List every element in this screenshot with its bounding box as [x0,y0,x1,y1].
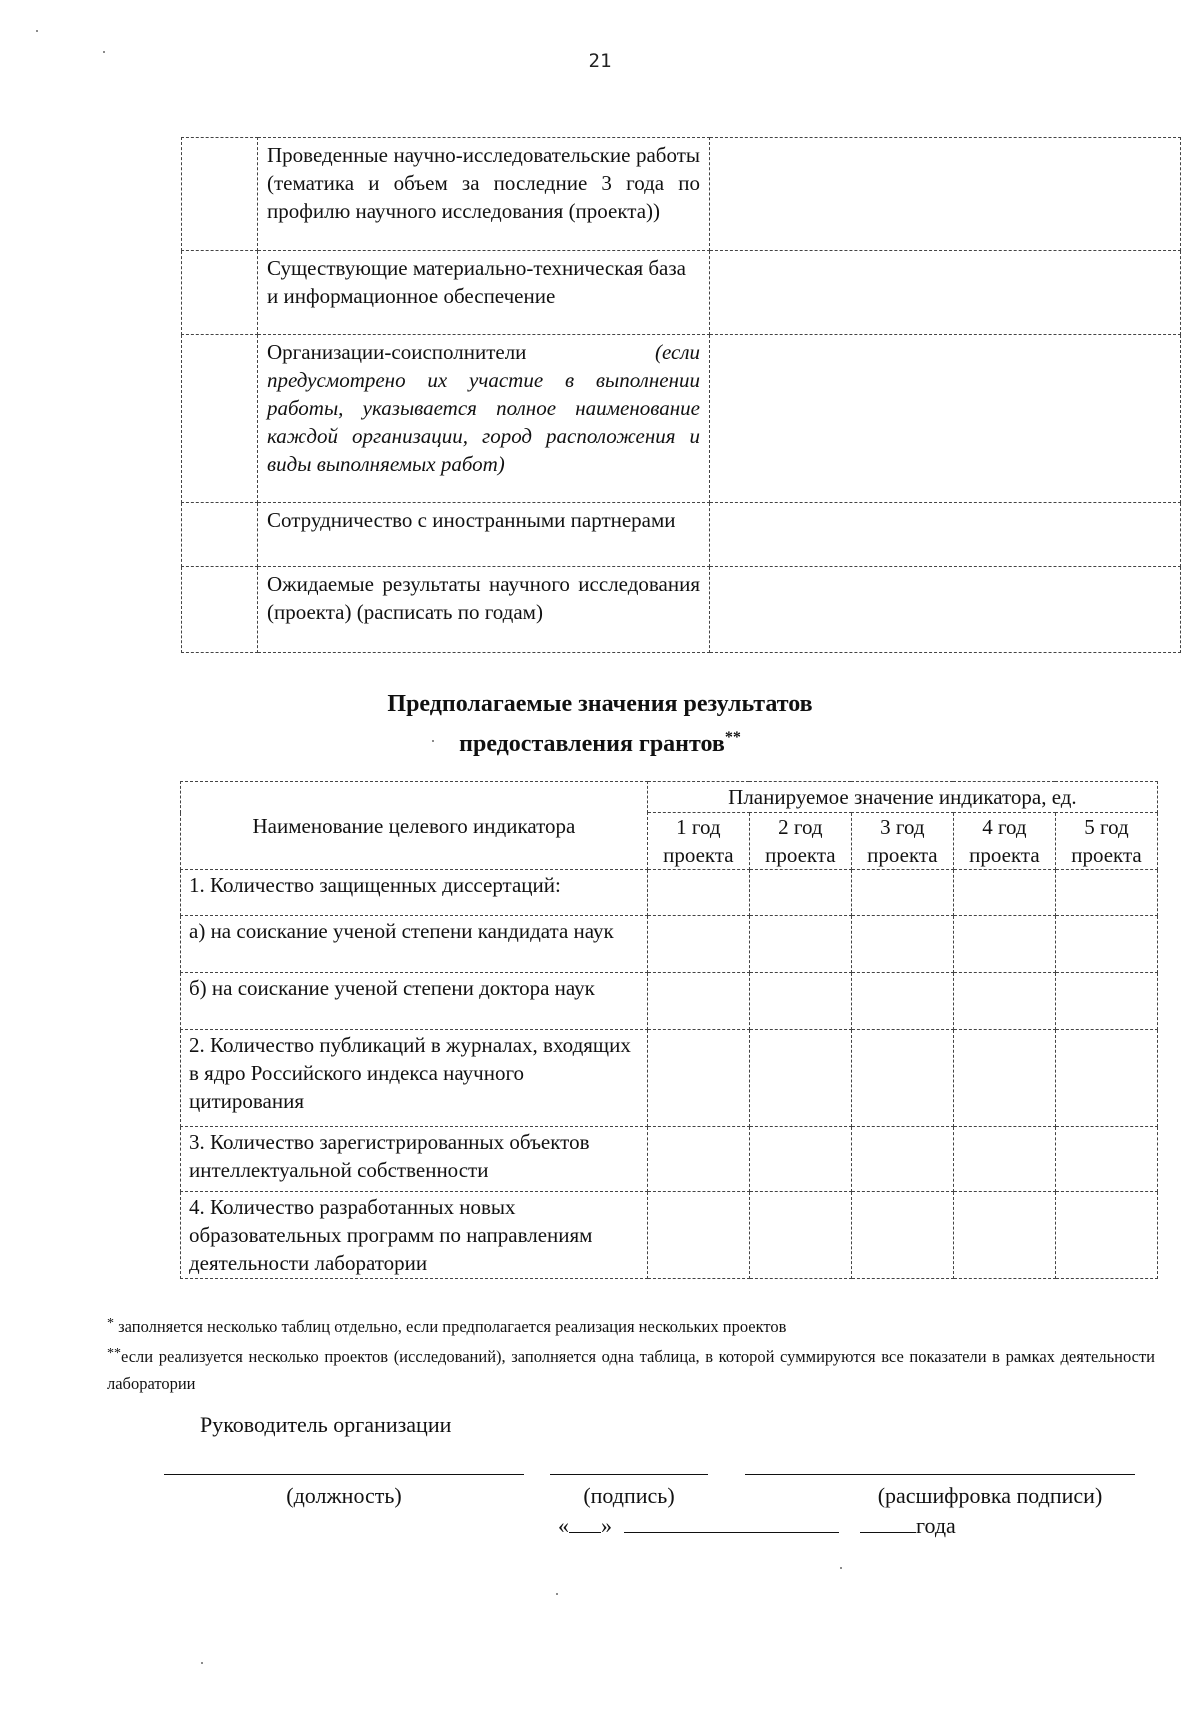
value-cell[interactable] [749,1030,851,1127]
row-value-material-base[interactable] [710,251,1181,335]
row-value-foreign-partners[interactable] [710,503,1181,567]
date-open-quote: « [558,1513,569,1538]
indicator-educational-programs: 4. Количество разработанных новых образовательных программ по направлениям деятельности лаборатории [181,1192,648,1279]
scan-speck [840,1567,842,1569]
table-row [182,251,1181,335]
decoding-caption: (расшифровка подписи) [877,1483,1103,1508]
indicator-intellectual-property: 3. Количество зарегистрированных объектов интеллектуальной собственности [181,1127,648,1192]
value-cell[interactable] [749,973,851,1030]
project-info-table [181,137,1181,653]
row-label-research-works: Проведенные научно-исследовательские работы (тематика и объем за последние 3 года по профилю научного исследования (проекта)) [258,138,710,251]
signature-line[interactable] [550,1474,708,1475]
decoding-line[interactable] [745,1474,1135,1475]
co-executors-title: Организации-соисполнители [267,340,527,364]
indicator-name-header: Наименование целевого индикатора [181,782,648,870]
value-cell[interactable] [647,1192,749,1279]
table-row [182,335,1181,503]
value-cell[interactable] [953,870,1055,916]
footnotes [107,1310,1155,1397]
value-cell[interactable] [953,973,1055,1030]
row-label-foreign-partners: Сотрудничество с иностранными партнерами [258,503,710,567]
value-cell[interactable] [1055,1030,1157,1127]
footnote-2: **если реализуется несколько проектов (исследований), заполняется одна таблица, в которой суммируются все показатели в рамках деятельности лаборатории [107,1346,1155,1393]
year-blank[interactable] [860,1512,916,1533]
value-cell[interactable] [953,1127,1055,1192]
year-header-5: 5 год проекта [1055,813,1157,870]
footnote-1: * заполняется несколько таблиц отдельно, если предполагается реализация нескольких проектов [107,1316,787,1336]
heading-footnote-mark: ** [724,729,741,746]
table-row [181,1127,1158,1192]
page-number: 21 [588,50,612,72]
value-cell[interactable] [851,870,953,916]
value-cell[interactable] [1055,916,1157,973]
results-heading-line2: предоставления грантов** [459,729,741,757]
table-row [181,1192,1158,1279]
scan-speck [36,30,38,32]
header-row [181,782,1158,813]
scan-speck [201,1662,203,1664]
co-executors-note: (если предусмотрено их участие в выполнении работы, указывается полное наименование каждой организации, город расположения и виды выполняемых работ) [267,340,700,476]
row-value-research-works[interactable] [710,138,1181,251]
table-row [182,138,1181,251]
year-header-4: 4 год проекта [953,813,1055,870]
table-row [181,973,1158,1030]
row-label-material-base: Существующие материально-техническая база и информационное обеспечение [258,251,710,335]
value-cell[interactable] [1055,1127,1157,1192]
indicator-doctor-degree: б) на соискание ученой степени доктора наук [181,973,648,1030]
value-cell[interactable] [647,916,749,973]
value-cell[interactable] [953,1030,1055,1127]
value-cell[interactable] [749,1192,851,1279]
value-cell[interactable] [749,916,851,973]
indicator-candidate-degree: а) на соискание ученой степени кандидата наук [181,916,648,973]
value-cell[interactable] [851,1192,953,1279]
table-row [181,1030,1158,1127]
year-header-1: 1 год проекта [647,813,749,870]
planned-value-header: Планируемое значение индикатора, ед. [647,782,1157,813]
indicator-defended-dissertations: 1. Количество защищенных диссертаций: [181,870,648,916]
value-cell[interactable] [1055,973,1157,1030]
results-heading [0,688,1200,761]
table-row [182,503,1181,567]
position-caption: (должность) [286,1483,402,1508]
signature-caption: (подпись) [583,1483,675,1508]
value-cell[interactable] [1055,870,1157,916]
footnote-mark: * [107,1316,114,1331]
scan-speck [103,51,105,53]
value-cell[interactable] [647,1127,749,1192]
value-cell[interactable] [647,1030,749,1127]
value-cell[interactable] [1055,1192,1157,1279]
table-row [182,567,1181,653]
value-cell[interactable] [953,1192,1055,1279]
month-blank[interactable] [624,1512,839,1533]
table-row [181,870,1158,916]
value-cell[interactable] [647,973,749,1030]
table-row [181,916,1158,973]
row-value-co-executors[interactable] [710,335,1181,503]
value-cell[interactable] [953,916,1055,973]
day-blank[interactable] [569,1512,601,1533]
value-cell[interactable] [749,1127,851,1192]
footnote-mark: ** [107,1346,121,1361]
row-label-co-executors [258,335,710,503]
indicator-publications: 2. Количество публикаций в журналах, входящих в ядро Российского индекса научного цитирования [181,1030,648,1127]
position-line[interactable] [164,1474,524,1475]
value-cell[interactable] [851,1030,953,1127]
value-cell[interactable] [749,870,851,916]
indicators-table [180,781,1158,1279]
value-cell[interactable] [851,1127,953,1192]
value-cell[interactable] [851,973,953,1030]
date-close-quote: » [601,1513,612,1538]
results-heading-line1: Предполагаемые значения результатов [387,691,813,717]
scan-speck [432,740,434,742]
value-cell[interactable] [647,870,749,916]
date-row [558,1512,956,1539]
scan-speck [556,1593,558,1595]
value-cell[interactable] [851,916,953,973]
row-label-expected-results: Ожидаемые результаты научного исследования (проекта) (расписать по годам) [258,567,710,653]
organization-head-label: Руководитель организации [200,1412,452,1437]
row-value-expected-results[interactable] [710,567,1181,653]
year-header-2: 2 год проекта [749,813,851,870]
year-word: года [916,1513,956,1538]
year-header-3: 3 год проекта [851,813,953,870]
